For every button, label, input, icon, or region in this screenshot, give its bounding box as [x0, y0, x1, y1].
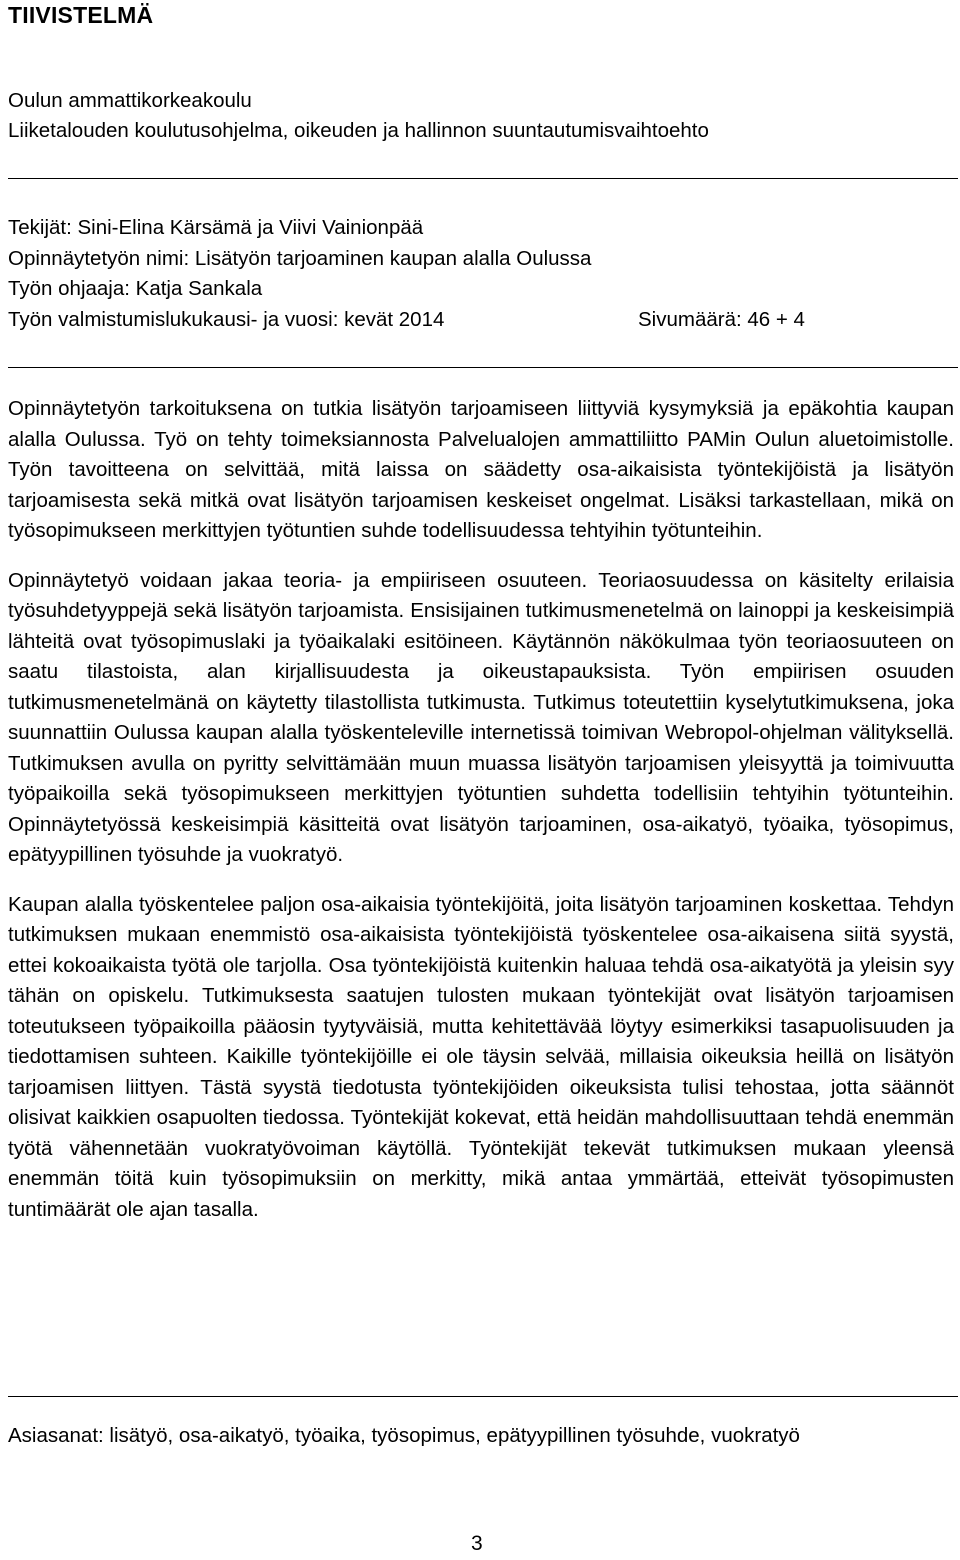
abstract-paragraph: Opinnäytetyö voidaan jakaa teoria- ja empiiriseen osuuteen. Teoriaosuudessa on käsitelty erilaisia työsuhdetyyppejä sekä lisätyön tarjoamista. Ensisijainen tutkimusmenetelmä on lainoppi ja keskeisimpiä lähteitä ovat työsopimuslaki ja työaikalaki esitöineen. Käytännön näkökulmaa työn teoriaosuuteen on saatu tilastoista, alan kirjallisuudesta ja oikeustapauksista. Työn empiirisen osuuden tutkimusmenetelmänä on käytetty tilastollista tutkimusta. Tutkimus toteutettiin kyselytutkimuksena, joka suunnattiin Oulussa kaupan alalla työskenteleville internetissä toimivan Webropol-ohjelman välityksellä. Tutkimuksen avulla on pyritty selvittämään muun muassa lisätyön tarjoamisen yleisyyttä ja toimivuutta työpaikoilla sekä työsopimukseen merkittyjen työtuntien suhdetta todellisiin tehtyihin työtunteihin. Opinnäytetyössä keskeisimpiä käsitteitä ovat lisätyön tarjoaminen, osa-aikatyö, työaika, työsopimus, epätyypillinen työsuhde ja vuokratyö. — [8, 568, 954, 866]
page-number: 3 — [471, 1532, 483, 1555]
supervisor-line: Työn ohjaaja: Katja Sankala — [8, 277, 263, 300]
keywords-line: Asiasanat: lisätyö, osa-aikatyö, työaika, työsopimus, epätyypillinen työsuhde, vuokratyö — [8, 1424, 800, 1447]
thesis-metadata — [8, 213, 958, 335]
completion-line — [8, 305, 958, 336]
thesis-name-line: Opinnäytetyön nimi: Lisätyön tarjoaminen kaupan alalla Oulussa — [8, 246, 592, 270]
institution-block — [8, 86, 709, 146]
abstract-body — [8, 394, 954, 1244]
school-name: Oulun ammattikorkeakoulu — [8, 89, 252, 112]
completion-term: Työn valmistumislukukausi- ja vuosi: kevät 2014 — [8, 307, 445, 331]
page-count: Sivumäärä: 46 + 4 — [638, 307, 805, 331]
section-divider-bottom — [8, 1396, 958, 1397]
abstract-paragraph: Kaupan alalla työskentelee paljon osa-aikaisia työntekijöitä, joita lisätyön tarjoaminen koskettaa. Tehdyn tutkimuksen mukaan enemmistö osa-aikaisista työntekijöistä työskentelee osa-aikaisena siitä syystä, ettei kokoaikaista työtä ole tarjolla. Osa työntekijöistä kuitenkin haluaa tehdä osa-aikatyötä ja yleisin syy tähän on opiskelu. Tutkimuksesta saatujen tulosten mukaan työntekijät ovat lisätyön tarjoamisen toteutukseen työpaikoilla pääosin tyytyväisiä, mutta kehitettävää löytyy esimerkiksi tasapuolisuuden ja tiedottamisen suhteen. Kaikille työntekijöille ei ole täysin selvää, millaisia oikeuksia heillä on lisätyön tarjoamisen liittyen. Tästä syystä tiedotusta työntekijöiden oikeuksista tulisi tehostaa, jotta säännöt olisivat kaikkien osapuolten tiedossa. Työntekijät kokevat, että heidän mahdollisuuttaan tehdä enemmän työtä vähennetään vuokratyövoiman käytöllä. Työntekijät tekevät tutkimuksen mukaan yleensä enemmän töitä kuin työsopimuksiin on merkitty, mikä antaa ymmärtää, etteivät työsopimusten tuntimäärät ole ajan tasalla. — [8, 892, 954, 1221]
authors-line: Tekijät: Sini-Elina Kärsämä ja Viivi Vainionpää — [8, 216, 424, 239]
degree-program: Liiketalouden koulutusohjelma, oikeuden ja hallinnon suuntautumisvaihtoehto — [8, 119, 709, 142]
page-title: TIIVISTELMÄ — [8, 2, 154, 28]
section-divider-top — [8, 178, 958, 179]
abstract-paragraph: Opinnäytetyön tarkoituksena on tutkia lisätyön tarjoamiseen liittyviä kysymyksiä ja epäkohtia kaupan alalla Oulussa. Työ on tehty toimeksiannosta Palvelualojen ammattiliitto PAMin Oulun aluetoimistolle. Työn tavoitteena on selvittää, mitä laissa on säädetty osa-aikaisista työntekijöistä ja lisätyön tarjoamisesta sekä mitkä ovat lisätyön tarjoamisen keskeiset ongelmat. Lisäksi tarkastellaan, mikä on työsopimukseen merkittyjen työtuntien suhde todellisuudessa tehtyihin työtunteihin. — [8, 397, 954, 542]
section-divider-middle — [8, 367, 958, 368]
